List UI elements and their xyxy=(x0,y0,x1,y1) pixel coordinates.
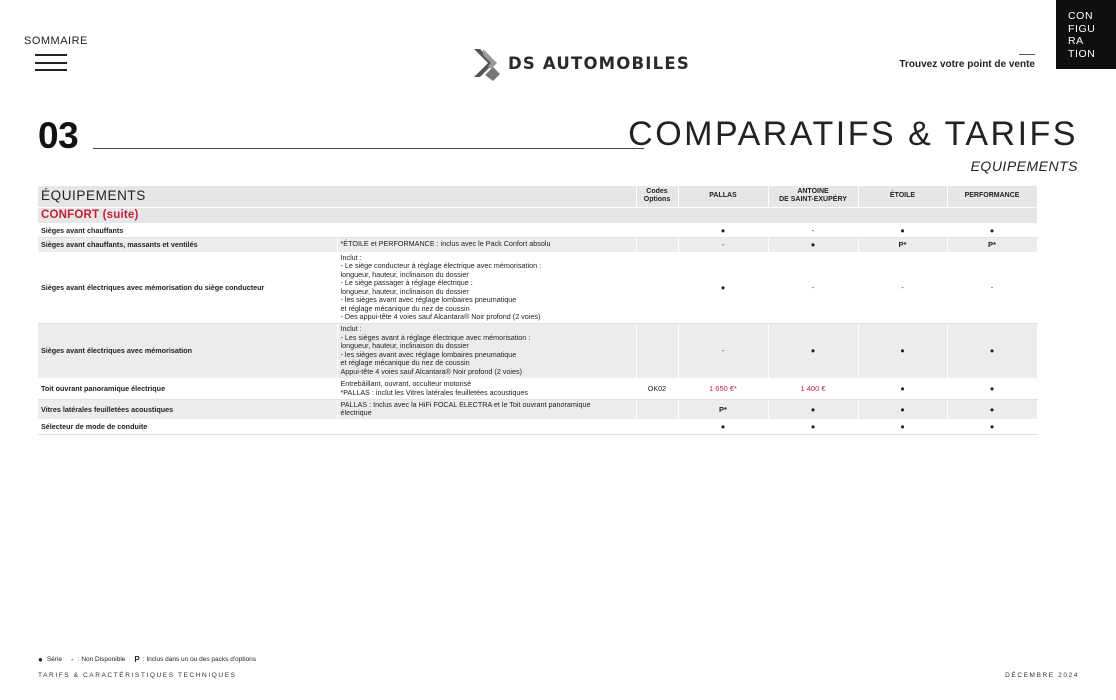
section-subtitle: EQUIPEMENTS xyxy=(970,158,1078,174)
equipment-table xyxy=(38,186,1038,435)
not-available-dash-icon: - xyxy=(71,655,74,664)
column-header-pallas: PALLAS xyxy=(678,186,768,207)
row-description: Entrebâillant, ouvrant, occulteur motorisé *PALLAS : inclut les Vitres latérales feuilletées acoustiques xyxy=(337,378,636,399)
value-pallas: ● xyxy=(678,252,768,323)
section-number: 03 xyxy=(38,115,79,156)
row-code xyxy=(636,252,678,323)
row-code xyxy=(636,399,678,419)
row-description: Inclut : - Les sièges avant à réglage électrique avec mémorisation : longueur, hauteur, inclinaison du dossier - les sièges avant avec réglage lombaires pneumatique et réglage mécanique du nez de coussin Appui-tête 4 voies sauf Alcantara® Noir profond (2 voies) xyxy=(337,323,636,378)
value-etoile: ● xyxy=(858,419,947,434)
footer-date: DÉCEMBRE 2024 xyxy=(1005,672,1079,679)
value-etoile: ● xyxy=(858,378,947,399)
row-code xyxy=(636,419,678,434)
legend-non-disponible: : Non Disponible xyxy=(77,656,126,663)
logo-text: DS AUTOMOBILES xyxy=(508,53,690,73)
row-label: Sièges avant chauffants xyxy=(38,223,337,237)
row-description: Inclut : - Le siège conducteur à réglage électrique avec mémorisation : longueur, hauteur, inclinaison du dossier - Le siège passager à réglage électrique : longueur, hauteur, inclinaison du dossier - les sièges avant avec réglage lombaires pneumatique et réglage mécanique du nez de coussin - Des appui-tête 4 voies sauf Alcantara® Noir profond (2 voies) xyxy=(337,252,636,323)
row-code xyxy=(636,323,678,378)
value-pallas: 1 650 €* xyxy=(678,378,768,399)
config-line: TION xyxy=(1068,47,1096,60)
table-row xyxy=(38,399,1037,419)
table-row xyxy=(38,378,1037,399)
find-dealer-link[interactable]: Trouvez votre point de vente xyxy=(899,59,1035,70)
legend-pack: : Inclus dans un ou des packs d'options xyxy=(142,656,257,663)
column-header-etoile: ÉTOILE xyxy=(858,186,947,207)
value-antoine: - xyxy=(768,252,858,323)
hamburger-menu-icon[interactable] xyxy=(35,54,67,71)
ds-automobiles-logo[interactable] xyxy=(471,45,690,81)
value-pallas: P* xyxy=(678,399,768,419)
value-performance: ● xyxy=(947,323,1037,378)
value-performance: - xyxy=(947,252,1037,323)
table-row xyxy=(38,252,1037,323)
row-code: OK02 xyxy=(636,378,678,399)
value-pallas: - xyxy=(678,323,768,378)
sommaire-label[interactable]: SOMMAIRE xyxy=(24,35,88,47)
ds-logo-icon xyxy=(471,45,503,81)
config-line: CON xyxy=(1068,10,1094,22)
codes-options-header: Codes Options xyxy=(636,186,678,207)
table-row xyxy=(38,323,1037,378)
value-antoine: ● xyxy=(768,399,858,419)
row-label: Toit ouvrant panoramique électrique xyxy=(38,378,337,399)
table-row xyxy=(38,419,1037,434)
row-description xyxy=(337,419,636,434)
value-etoile: ● xyxy=(858,323,947,378)
column-header-performance: PERFORMANCE xyxy=(947,186,1037,207)
table-title: ÉQUIPEMENTS xyxy=(38,186,636,207)
legend xyxy=(38,655,265,664)
row-description xyxy=(337,223,636,237)
section-title: COMPARATIFS & TARIFS xyxy=(628,115,1078,153)
value-etoile: ● xyxy=(858,223,947,237)
section-rule xyxy=(93,148,644,149)
row-description: *ÉTOILE et PERFORMANCE : inclus avec le Pack Confort absolu xyxy=(337,237,636,252)
row-code xyxy=(636,223,678,237)
config-line: FIGU xyxy=(1068,22,1096,35)
value-antoine: ● xyxy=(768,419,858,434)
config-line: RA xyxy=(1068,35,1084,47)
value-etoile: - xyxy=(858,252,947,323)
pack-p-icon: P xyxy=(134,655,140,664)
table-row xyxy=(38,223,1037,237)
table-header-row xyxy=(38,186,1037,207)
table-row xyxy=(38,237,1037,252)
category-label: CONFORT (suite) xyxy=(38,207,1037,223)
value-antoine: ● xyxy=(768,237,858,252)
row-label: Vitres latérales feuilletées acoustiques xyxy=(38,399,337,419)
configuration-button[interactable] xyxy=(1056,0,1116,69)
row-label: Sièges avant chauffants, massants et ventilés xyxy=(38,237,337,252)
footer-title: TARIFS & CARACTÉRISTIQUES TECHNIQUES xyxy=(38,672,237,679)
value-pallas: - xyxy=(678,237,768,252)
serie-bullet-icon: ● xyxy=(38,655,43,664)
column-header-antoine: ANTOINE DE SAINT-EXUPÉRY xyxy=(768,186,858,207)
value-performance: ● xyxy=(947,223,1037,237)
row-code xyxy=(636,237,678,252)
category-row xyxy=(38,207,1037,223)
value-performance: ● xyxy=(947,419,1037,434)
value-antoine: - xyxy=(768,223,858,237)
row-description: PALLAS : Inclus avec la HiFi FOCAL ELECTRA et le Toit ouvrant panoramique électrique xyxy=(337,399,636,419)
legend-serie: Série xyxy=(46,656,63,663)
value-performance: P* xyxy=(947,237,1037,252)
dealer-divider xyxy=(1019,54,1035,55)
value-performance: ● xyxy=(947,378,1037,399)
value-antoine: 1 400 € xyxy=(768,378,858,399)
row-label: Sièges avant électriques avec mémorisation du siège conducteur xyxy=(38,252,337,323)
row-label: Sélecteur de mode de conduite xyxy=(38,419,337,434)
row-label: Sièges avant électriques avec mémorisation xyxy=(38,323,337,378)
value-performance: ● xyxy=(947,399,1037,419)
value-pallas: ● xyxy=(678,223,768,237)
value-antoine: ● xyxy=(768,323,858,378)
value-pallas: ● xyxy=(678,419,768,434)
value-etoile: ● xyxy=(858,399,947,419)
value-etoile: P* xyxy=(858,237,947,252)
